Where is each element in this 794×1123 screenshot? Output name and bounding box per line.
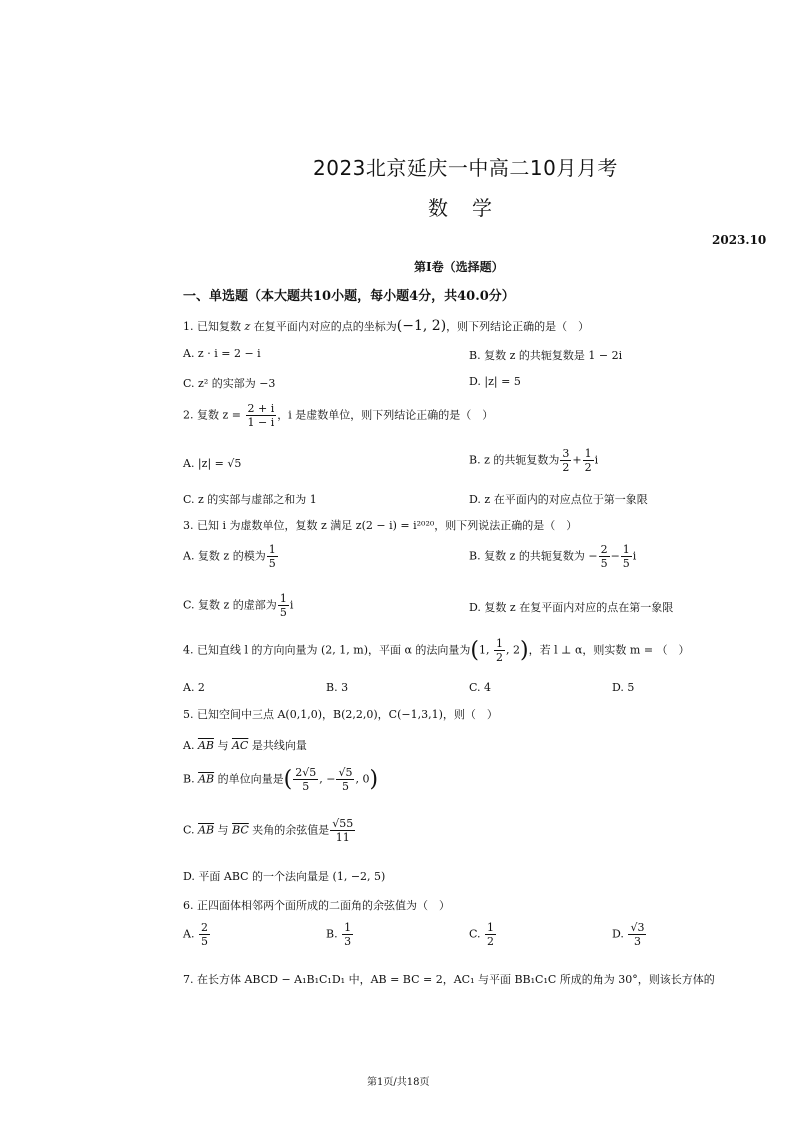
q1-option-a: A. z · i = 2 − i [183, 347, 261, 360]
q3-option-b: B. 复数 z 的共轭复数为 − $\frac{2}{5}$ − $\frac{1}{5}$ i [469, 543, 637, 570]
q6-option-b: B. $\frac{1}{3}$ [326, 921, 352, 948]
q4-option-b: B. 3 [326, 681, 349, 694]
subject-title: 数学 [428, 196, 516, 220]
q4-option-d: D. 5 [612, 681, 635, 694]
q2-option-b: B. z 的共轭复数为 $\frac{3}{2}$ + $\frac{1}{2}$ i [469, 447, 599, 474]
question-7-stem: 7. 在长方体 ABCD − A₁B₁C₁D₁ 中，AB = BC = 2，AC₁ 与平面 BB₁C₁C 所成的角为 30°，则该长方体的 [183, 973, 715, 986]
exam-title: 2023北京延庆一中高二10月月考 [313, 156, 618, 180]
q2-option-a: A. |z| = √5 [183, 457, 242, 470]
q3-option-c: C. 复数 z 的虚部为 $\frac{1}{5}$ i [183, 592, 294, 619]
question-1-stem: 1. 已知复数 z 在复平面内对应的点的坐标为(−1, 2)，则下列结论正确的是（ ） [183, 318, 590, 334]
q3-option-a: A. 复数 z 的模为 $\frac{1}{5}$ [183, 543, 276, 570]
q5-option-d: D. 平面 ABC 的一个法向量是 (1, −2, 5) [183, 870, 386, 883]
part-heading: 第I卷（选择题） [414, 260, 504, 274]
question-5-stem: 5. 已知空间中三点 A(0,1,0)，B(2,2,0)，C(−1,3,1)，则（ ） [183, 708, 498, 721]
q4-option-a: A. 2 [183, 681, 205, 694]
question-2-stem: 2. 复数 z = $\frac{2 + i}{1 - i}$ ，i 是虚数单位，则下列结论正确的是（ ） [183, 402, 494, 429]
exam-date: 2023.10 [712, 233, 767, 247]
q5-option-c: C. $\overline{AB}$ 与 $\overline{BC}$ 夹角的余弦值是 $\frac{√55}{11}$ [183, 817, 354, 844]
q2-option-d: D. z 在平面内的对应点位于第一象限 [469, 493, 648, 506]
q2-option-c: C. z 的实部与虚部之和为 1 [183, 493, 317, 506]
q5-option-a: A. $\overline{AB}$ 与 $\overline{AC}$ 是共线向量 [183, 739, 307, 752]
q1-option-c: C. z² 的实部为 −3 [183, 377, 276, 390]
q3-option-d: D. 复数 z 在复平面内对应的点在第一象限 [469, 601, 674, 614]
question-4-stem: 4. 已知直线 l 的方向向量为 (2, 1, m)，平面 α 的法向量为(1, $\frac{1}{2}$ , 2)，若 l ⊥ α，则实数 m = （ ） [183, 637, 690, 664]
q1-option-b: B. 复数 z 的共轭复数是 1 − 2i [469, 349, 623, 362]
section-heading: 一、单选题（本大题共10小题，每小题4分，共40.0分） [183, 289, 515, 304]
q1-option-d: D. |z| = 5 [469, 375, 521, 388]
question-3-stem: 3. 已知 i 为虚数单位，复数 z 满足 z(2 − i) = i²⁰²⁰，则下列说法正确的是（ ） [183, 519, 578, 532]
q5-option-b: B. $\overline{AB}$ 的单位向量是( $\frac{2√5}{5}$ , − $\frac{√5}{5}$ , 0) [183, 766, 379, 793]
q6-option-d: D. $\frac{√3}{3}$ [612, 921, 645, 948]
q4-option-c: C. 4 [469, 681, 492, 694]
page-footer: 第1页/共18页 [367, 1077, 430, 1088]
q6-option-c: C. $\frac{1}{2}$ [469, 921, 495, 948]
q6-option-a: A. $\frac{2}{5}$ [183, 921, 208, 948]
question-6-stem: 6. 正四面体相邻两个面所成的二面角的余弦值为（ ） [183, 899, 450, 912]
